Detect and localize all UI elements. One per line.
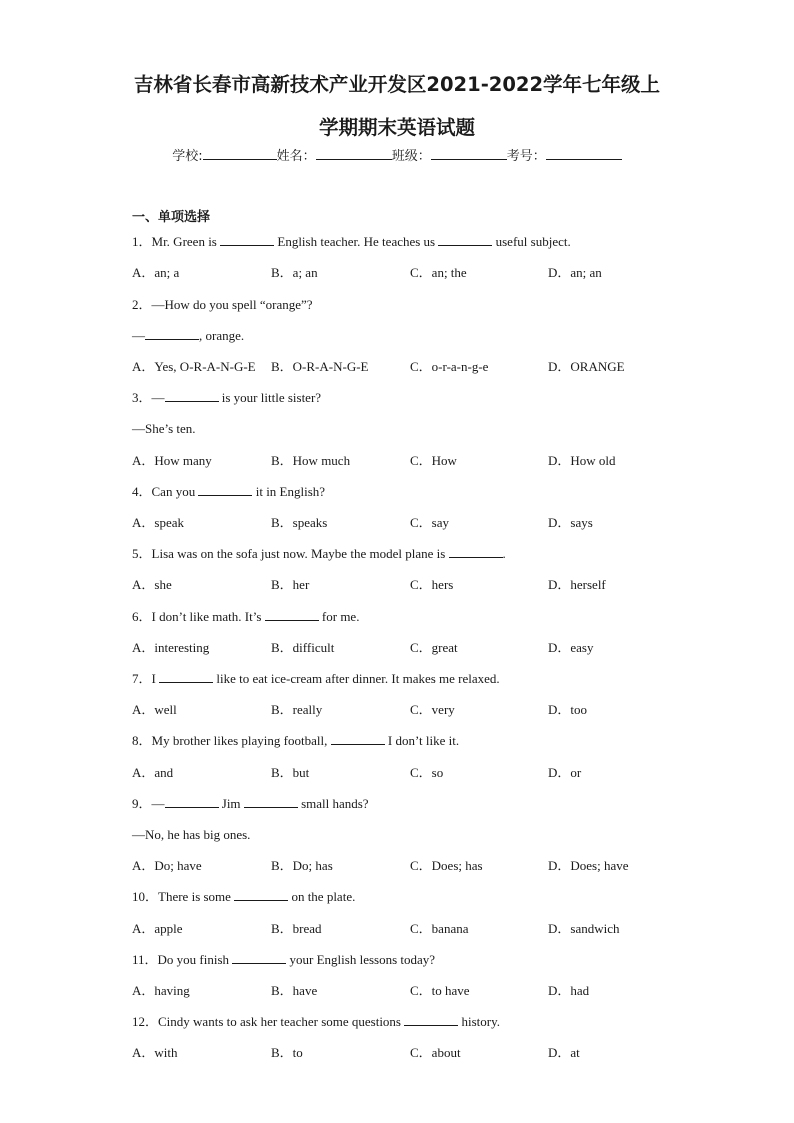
option-d[interactable]: D．or <box>548 765 582 780</box>
option-c[interactable]: C．banana <box>410 921 469 936</box>
option-a[interactable]: A．well <box>132 702 177 717</box>
option-a[interactable]: A．Yes, O-R-A-N-G-E <box>132 359 256 374</box>
question-text: Can you <box>151 484 199 499</box>
option-a[interactable]: A．interesting <box>132 640 210 655</box>
question-number: 2． <box>132 297 152 312</box>
answer-blank[interactable] <box>165 390 219 402</box>
option-d[interactable]: D．Does; have <box>548 858 629 873</box>
question-text: I <box>151 671 160 686</box>
question-number: 10． <box>132 889 159 904</box>
question-11 <box>132 952 435 968</box>
question-text: I don’t like it. <box>384 733 460 748</box>
question-9-reply: —No, he has big ones. <box>132 827 251 842</box>
option-a[interactable]: A．having <box>132 983 190 998</box>
option-a[interactable]: A．she <box>132 577 172 592</box>
answer-blank[interactable] <box>234 889 288 901</box>
question-5 <box>132 546 506 562</box>
question-number: 6． <box>132 609 152 624</box>
option-a[interactable]: A．speak <box>132 515 184 530</box>
question-text: for me. <box>318 609 360 624</box>
question-text: . <box>502 546 506 561</box>
option-a[interactable]: A．How many <box>132 453 212 468</box>
option-d[interactable]: D．easy <box>548 640 594 655</box>
question-text: — <box>132 328 145 343</box>
question-text: Do you finish <box>157 952 233 967</box>
question-text: like to eat ice-cream after dinner. It makes me relaxed. <box>213 671 500 686</box>
option-d[interactable]: D．too <box>548 702 588 717</box>
answer-blank[interactable] <box>232 952 286 964</box>
option-b[interactable]: B．really <box>271 702 323 717</box>
question-number: 5． <box>132 546 152 561</box>
answer-blank[interactable] <box>404 1014 458 1026</box>
option-b[interactable]: B．O-R-A-N-G-E <box>271 359 369 374</box>
option-a[interactable]: A．with <box>132 1045 178 1060</box>
option-a[interactable]: A．apple <box>132 921 183 936</box>
option-d[interactable]: D．says <box>548 515 593 530</box>
exam-title-line1: 吉林省长春市高新技术产业开发区2021-2022学年七年级上 <box>133 73 661 96</box>
question-text: on the plate. <box>288 889 356 904</box>
option-b[interactable]: B．her <box>271 577 310 592</box>
answer-blank[interactable] <box>449 546 503 558</box>
answer-blank[interactable] <box>438 234 492 246</box>
question-2 <box>132 297 313 313</box>
question-text: Jim <box>218 796 244 811</box>
option-b[interactable]: B．but <box>271 765 310 780</box>
question-10 <box>132 889 355 905</box>
name-label: 姓名： <box>276 149 316 164</box>
option-b[interactable]: B．have <box>271 983 318 998</box>
question-number: 8． <box>132 733 152 748</box>
question-text: —How do you spell “orange”? <box>151 297 313 312</box>
question-text: Lisa was on the sofa just now. Maybe the model plane is <box>151 546 449 561</box>
option-a[interactable]: A．and <box>132 765 174 780</box>
question-text: Cindy wants to ask her teacher some questions <box>158 1014 405 1029</box>
question-text: English teacher. He teaches us <box>274 234 439 249</box>
option-b[interactable]: B．a; an <box>271 265 318 280</box>
answer-blank[interactable] <box>198 484 252 496</box>
question-text: Mr. Green is <box>151 234 221 249</box>
question-4 <box>132 484 325 500</box>
exam-title-line2: 学期期末英语试题 <box>318 116 475 139</box>
question-text: your English lessons today? <box>286 952 436 967</box>
option-d[interactable]: D．herself <box>548 577 606 592</box>
option-b[interactable]: B．How much <box>271 453 351 468</box>
exam-number-blank[interactable] <box>546 146 622 160</box>
question-text: I don’t like math. It’s <box>151 609 265 624</box>
option-b[interactable]: B．Do; has <box>271 858 333 873</box>
question-text: small hands? <box>297 796 369 811</box>
answer-blank[interactable] <box>244 796 298 808</box>
question-text: is your little sister? <box>218 390 322 405</box>
option-b[interactable]: B．to <box>271 1045 303 1060</box>
question-number: 12． <box>132 1014 159 1029</box>
option-d[interactable]: D．sandwich <box>548 921 620 936</box>
question-text: it in English? <box>252 484 326 499</box>
option-c[interactable]: C．so <box>410 765 444 780</box>
exam-number-label: 考号： <box>506 149 546 164</box>
question-3 <box>132 390 321 406</box>
question-number: 9． <box>132 796 152 811</box>
question-number: 3． <box>132 390 152 405</box>
option-a[interactable]: A．an; a <box>132 265 180 280</box>
school-label: 学校: <box>172 149 203 164</box>
class-blank[interactable] <box>431 146 507 160</box>
option-c[interactable]: C．o-r-a-n-g-e <box>410 359 489 374</box>
option-c[interactable]: C．an; the <box>410 265 467 280</box>
option-a[interactable]: A．Do; have <box>132 858 202 873</box>
question-7 <box>132 671 500 687</box>
question-number: 4． <box>132 484 152 499</box>
answer-blank[interactable] <box>145 328 199 340</box>
option-b[interactable]: B．speaks <box>271 515 328 530</box>
option-c[interactable]: C．about <box>410 1045 461 1060</box>
question-text: , orange. <box>199 328 245 343</box>
question-1 <box>132 234 571 250</box>
question-text: — <box>151 796 165 811</box>
answer-blank[interactable] <box>265 609 319 621</box>
option-c[interactable]: C．Does; has <box>410 858 483 873</box>
class-label: 班级： <box>391 149 431 164</box>
option-c[interactable]: C．to have <box>410 983 470 998</box>
option-c[interactable]: C．hers <box>410 577 454 592</box>
option-c[interactable]: C．great <box>410 640 458 655</box>
question-2-reply <box>132 328 244 344</box>
option-d[interactable]: D．at <box>548 1045 580 1060</box>
question-6 <box>132 609 359 625</box>
option-c[interactable]: C．How <box>410 453 457 468</box>
question-text: There is some <box>158 889 235 904</box>
question-number: 7． <box>132 671 152 686</box>
option-b[interactable]: B．difficult <box>271 640 335 655</box>
question-text: history. <box>458 1014 501 1029</box>
school-blank[interactable] <box>203 146 277 160</box>
answer-blank[interactable] <box>220 234 274 246</box>
option-d[interactable]: D．had <box>548 983 590 998</box>
question-text: useful subject. <box>492 234 571 249</box>
option-c[interactable]: C．say <box>410 515 450 530</box>
answer-blank[interactable] <box>331 733 385 745</box>
option-d[interactable]: D．How old <box>548 453 616 468</box>
question-3-reply: —She’s ten. <box>132 421 196 436</box>
section-heading: 一、单项选择 <box>132 210 211 225</box>
option-d[interactable]: D．an; an <box>548 265 602 280</box>
option-c[interactable]: C．very <box>410 702 455 717</box>
question-text: My brother likes playing football, <box>151 733 331 748</box>
question-number: 1． <box>132 234 152 249</box>
question-number: 11． <box>132 952 158 967</box>
question-text: — <box>151 390 165 405</box>
answer-blank[interactable] <box>159 671 213 683</box>
answer-blank[interactable] <box>165 796 219 808</box>
option-b[interactable]: B．bread <box>271 921 322 936</box>
student-info-row <box>0 145 794 164</box>
question-9 <box>132 796 369 812</box>
name-blank[interactable] <box>316 146 392 160</box>
question-12 <box>132 1014 500 1030</box>
question-8 <box>132 733 459 749</box>
option-d[interactable]: D．ORANGE <box>548 359 625 374</box>
